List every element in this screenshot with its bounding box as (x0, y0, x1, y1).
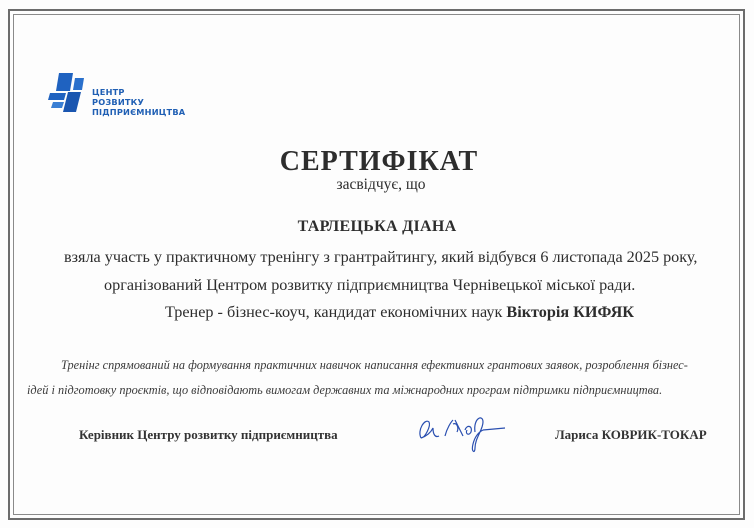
body-line-2: організований Центром розвитку підприємництва Чернівецької міської ради. (104, 276, 636, 294)
trainer-line (165, 303, 634, 322)
description-line-2: ідей і підготовку проєктів, що відповідають вимогам державних та міжнародних програм підтримки підприємництва. (27, 383, 663, 397)
trainer-name: Вікторія КИФЯК (506, 303, 635, 321)
organization-logo (47, 72, 197, 122)
signatory-name: Лариса КОВРИК-ТОКАР (555, 427, 707, 442)
logo-icon (47, 72, 93, 114)
logo-text (92, 87, 185, 117)
logo-line-1: ЦЕНТР (92, 87, 125, 97)
handwritten-signature (413, 408, 513, 458)
logo-line-2: РОЗВИТКУ (92, 97, 145, 107)
body-line-1: взяла участь у практичному тренінгу з грантрайтингу, який відбувся 6 листопада 2025 року, (64, 248, 698, 266)
recipient-name: ТАРЛЕЦЬКА ДІАНА (297, 218, 457, 235)
certificate-subtitle: засвідчує, що (336, 176, 426, 193)
logo-line-3: ПІДПРИЄМНИЦТВА (92, 107, 186, 117)
signatory-position: Керівник Центру розвитку підприємництва (79, 427, 338, 442)
trainer-prefix: Тренер - бізнес-коуч, кандидат економічних наук (165, 303, 507, 321)
certificate-title: СЕРТИФІКАТ (279, 146, 479, 177)
description-line-1: Тренінг спрямований на формування практичних навичок написання ефективних грантових заявок, розроблення бізнес- (61, 358, 688, 372)
